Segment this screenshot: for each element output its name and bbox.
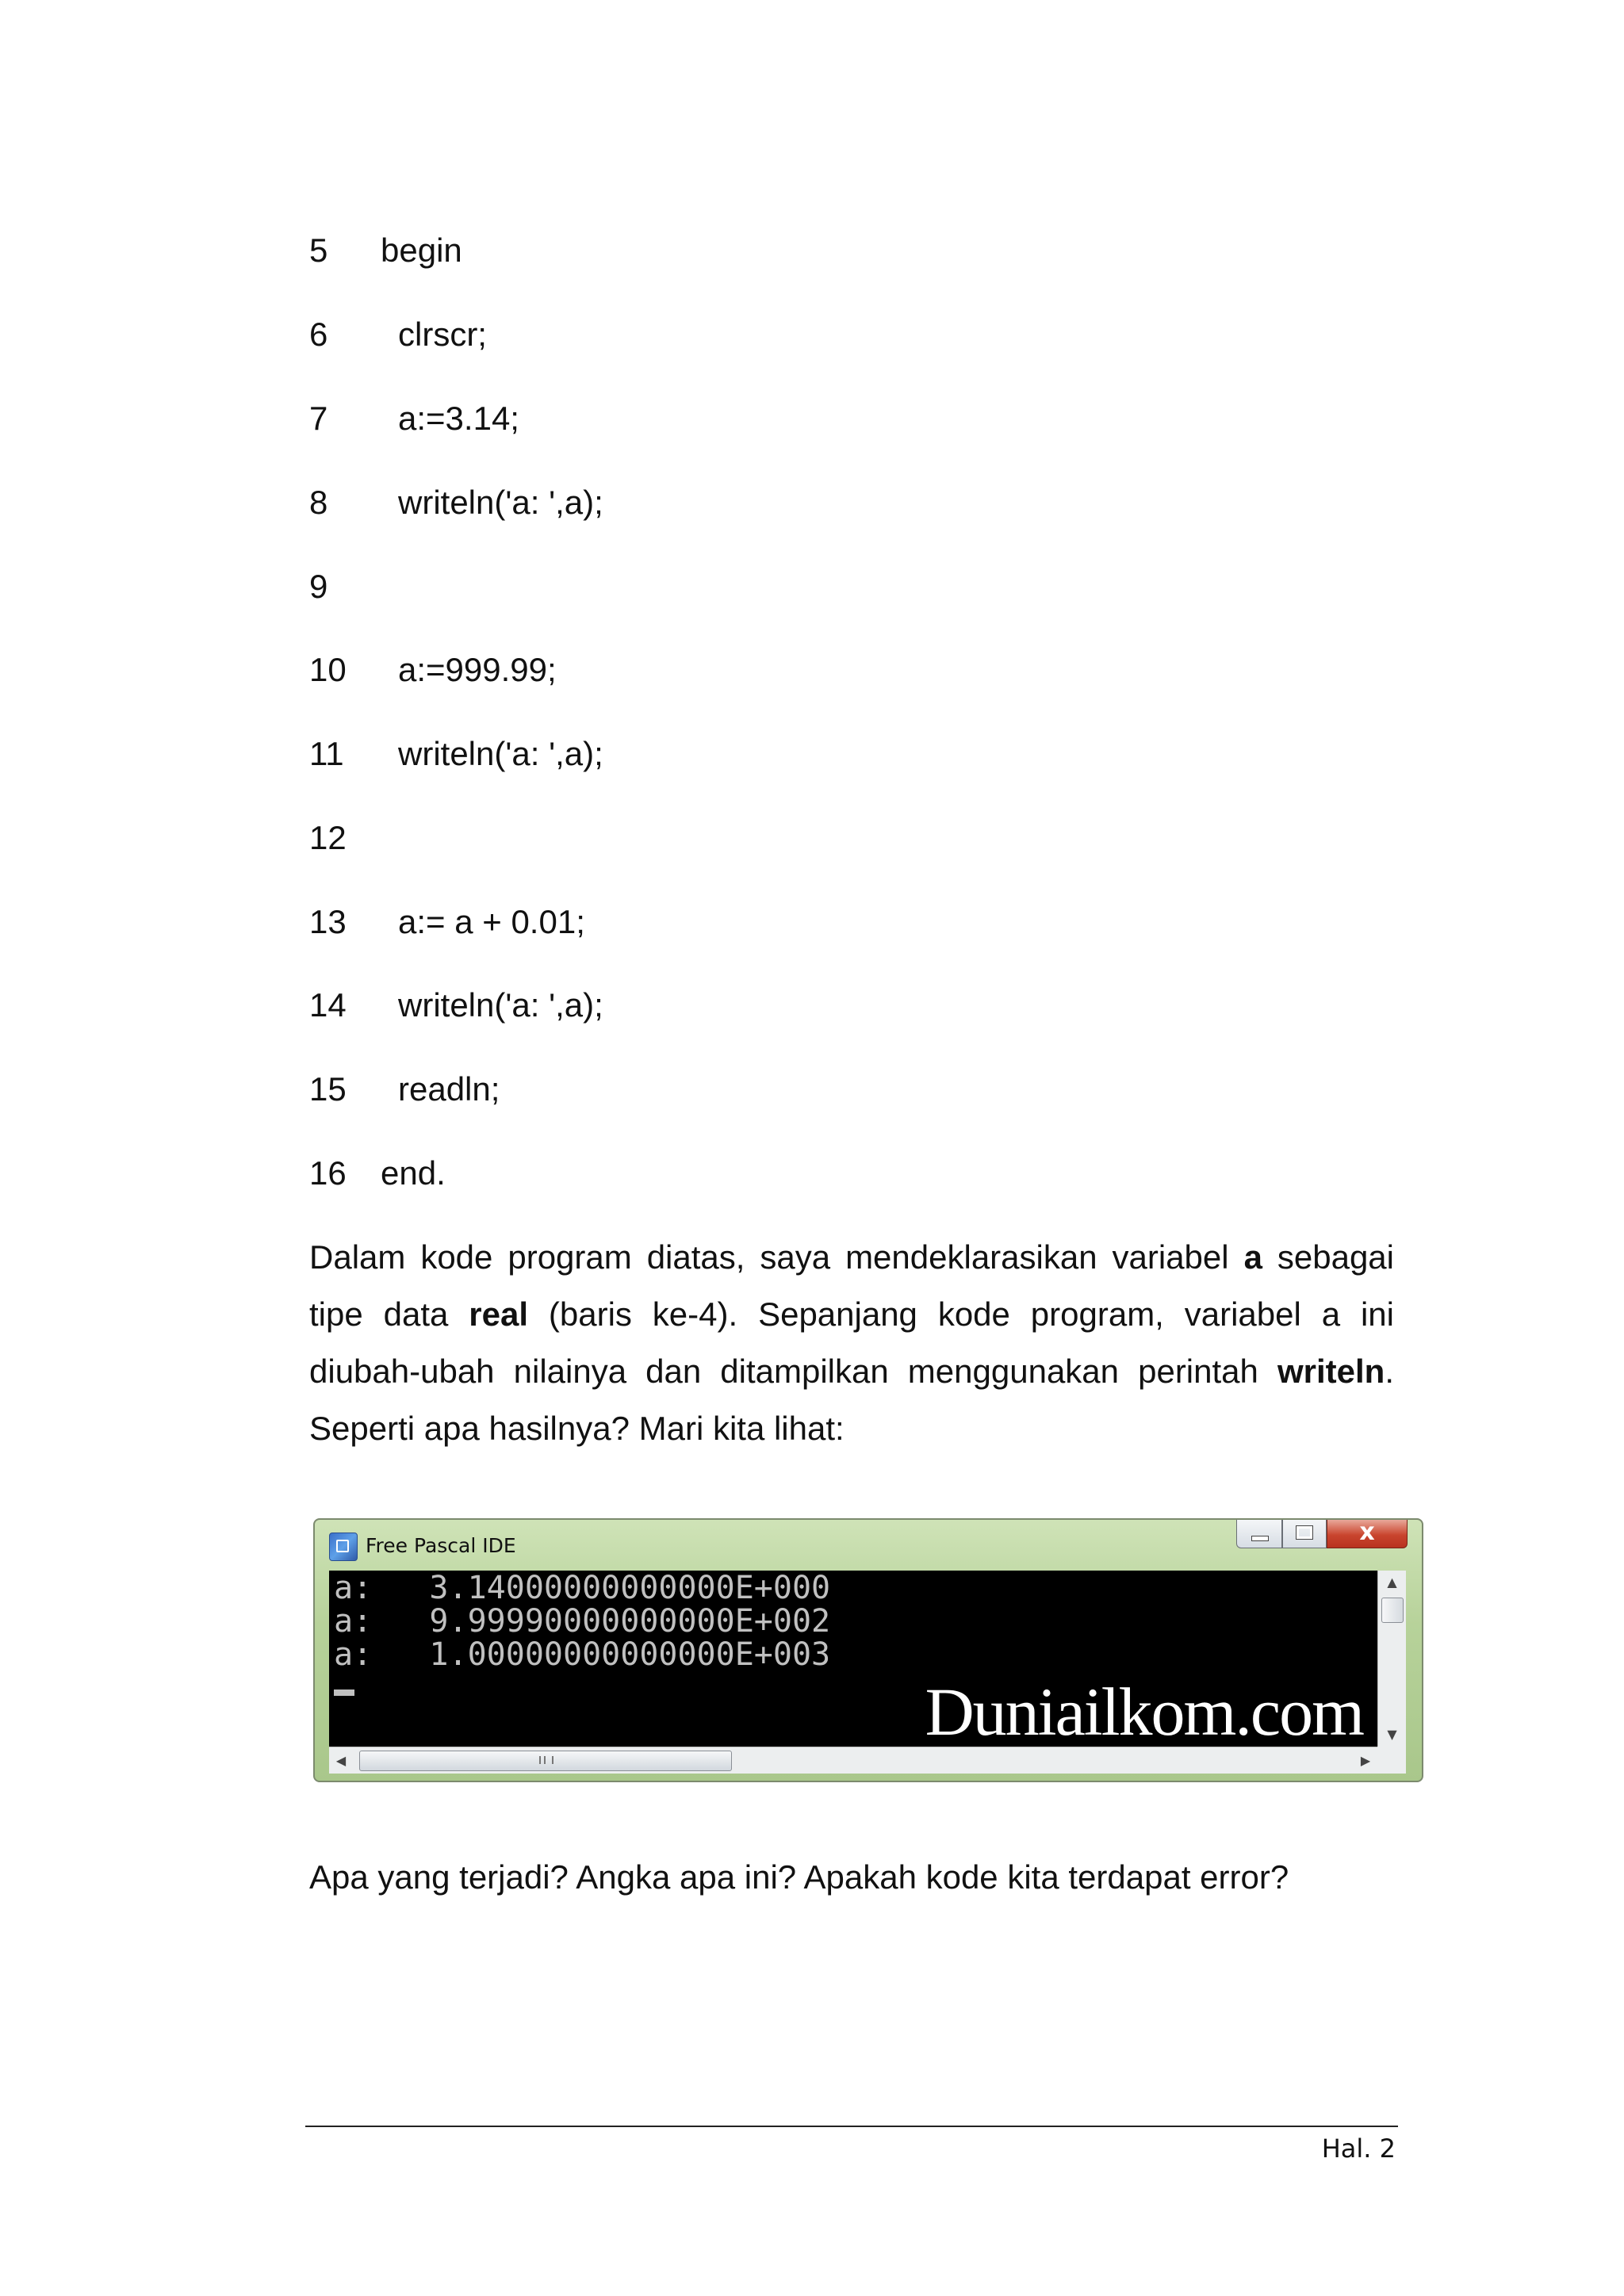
close-icon[interactable] — [1327, 1520, 1408, 1548]
vertical-scrollbar[interactable] — [1377, 1571, 1406, 1747]
line-number: 14 — [309, 986, 347, 1024]
vertical-scroll-thumb[interactable] — [1381, 1598, 1404, 1623]
line-number: 5 — [309, 232, 328, 269]
code-text: clrscr; — [398, 316, 487, 353]
resize-grip-icon[interactable] — [1377, 1747, 1406, 1774]
line-number: 12 — [309, 819, 347, 856]
watermark: Duniailkom.com — [925, 1674, 1363, 1747]
text-cursor — [334, 1689, 354, 1696]
paragraph-text: Dalam kode program diatas, saya mendeklarasikan variabel — [309, 1238, 1244, 1276]
scroll-right-icon[interactable]: ▶ — [1360, 1753, 1371, 1768]
explanation-paragraph — [309, 1229, 1394, 1457]
scroll-up-icon[interactable]: ▲ — [1387, 1575, 1397, 1590]
code-text: writeln('a: ',a); — [398, 735, 603, 772]
console-line: a: 9.99990000000000E+002 — [334, 1603, 831, 1640]
maximize-icon[interactable] — [1282, 1520, 1327, 1548]
code-text: a:=3.14; — [398, 400, 519, 437]
code-text: writeln('a: ',a); — [398, 484, 603, 521]
line-number: 10 — [309, 651, 347, 688]
footer-divider — [305, 2126, 1398, 2127]
code-text: a:=999.99; — [398, 651, 557, 688]
line-number: 15 — [309, 1070, 347, 1108]
line-number: 8 — [309, 484, 328, 521]
ide-window-screenshot — [313, 1518, 1423, 1782]
window-controls — [1236, 1520, 1408, 1552]
horizontal-scrollbar[interactable] — [329, 1747, 1377, 1774]
line-number: 6 — [309, 316, 328, 353]
line-number: 16 — [309, 1154, 347, 1192]
page-number: Hal. 2 — [1321, 2133, 1396, 2164]
bold-command-name: writeln — [1277, 1353, 1385, 1390]
code-text: a:= a + 0.01; — [398, 903, 585, 940]
minimize-icon[interactable] — [1236, 1520, 1282, 1548]
bold-type-name: real — [469, 1295, 528, 1333]
line-number: 9 — [309, 568, 328, 605]
code-text: end. — [381, 1154, 446, 1192]
paragraph-text: (baris ke-4). Sepanjang kode program, variabel a ini diubah-ubah nilainya dan ditampilkan menggunakan perintah — [309, 1295, 1394, 1390]
line-number: 13 — [309, 903, 347, 940]
bold-variable-name: a — [1243, 1238, 1262, 1276]
paragraph-text: sebagai tipe data — [309, 1238, 1394, 1333]
question-paragraph: Apa yang terjadi? Angka apa ini? Apakah kode kita terdapat error? — [309, 1858, 1289, 1896]
code-text: begin — [381, 232, 462, 269]
horizontal-scroll-thumb[interactable] — [359, 1751, 732, 1771]
app-icon — [329, 1533, 358, 1561]
scroll-down-icon[interactable]: ▼ — [1387, 1727, 1397, 1742]
console-output — [329, 1571, 1377, 1747]
console-line: a: 3.14000000000000E+000 — [334, 1571, 831, 1606]
paragraph-text: . Seperti apa hasilnya? Mari kita lihat: — [309, 1353, 1394, 1447]
line-number: 11 — [309, 735, 344, 772]
window-title: Free Pascal IDE — [366, 1534, 516, 1557]
line-number: 7 — [309, 400, 328, 437]
scroll-left-icon[interactable]: ◀ — [335, 1753, 347, 1768]
code-text: readln; — [398, 1070, 500, 1108]
code-text: writeln('a: ',a); — [398, 986, 603, 1024]
console-line: a: 1.00000000000000E+003 — [334, 1636, 831, 1673]
